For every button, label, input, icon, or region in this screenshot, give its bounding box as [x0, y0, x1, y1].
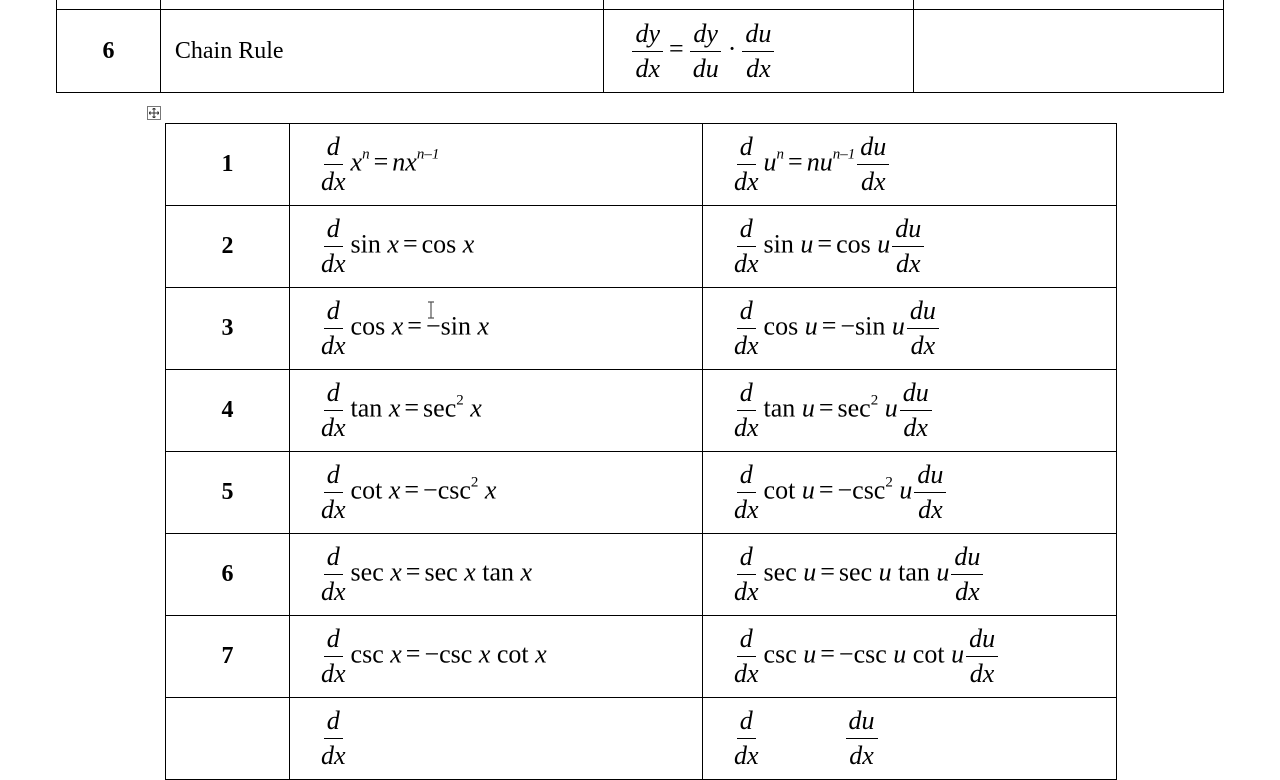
derivatives-table — [165, 123, 1117, 780]
move-handle-icon[interactable] — [147, 106, 161, 120]
formula-u[interactable]: $\frac{d}{dx}$ $u^n = nu^{n-1}$ $\frac{du}{dx}$ — [703, 124, 1117, 206]
table-cell[interactable] — [160, 0, 604, 10]
formula-x[interactable]: $\frac{d}{dx}$ $x^n = nx^{n-1}$ — [290, 124, 703, 206]
row-number[interactable]: 3 — [166, 288, 290, 370]
formula-x[interactable]: $\frac{d}{dx}$ $\cot x = -\csc^2$ x — [290, 452, 703, 534]
table-row — [57, 10, 1224, 93]
formula-x[interactable]: $\frac{d}{dx}$ — [290, 698, 703, 780]
formula-u[interactable]: $\frac{d}{dx}$ $\frac{du}{dx}$ — [703, 698, 1117, 780]
previous-table — [56, 0, 1224, 93]
formula-u[interactable]: $\frac{d}{dx}$ cos u = −sin u $\frac{du}{dx}$ — [703, 288, 1117, 370]
table-cell[interactable] — [914, 10, 1224, 93]
table-row — [57, 0, 1224, 10]
table-row — [166, 698, 1117, 780]
table-cell[interactable] — [57, 0, 161, 10]
row-number[interactable]: 4 — [166, 370, 290, 452]
formula-x[interactable]: $\frac{d}{dx}$ sin x = cos x — [290, 206, 703, 288]
table-row — [166, 124, 1117, 206]
formula-u[interactable]: $\frac{d}{dx}$ csc u = −csc u cot u $\frac{du}{dx}$ — [703, 616, 1117, 698]
table-row — [166, 534, 1117, 616]
row-number[interactable]: 6 — [57, 10, 161, 93]
formula-u[interactable]: $\frac{d}{dx}$ $\tan u = \sec^2 u$ $\frac{du}{dx}$ — [703, 370, 1117, 452]
table-cell[interactable] — [914, 0, 1224, 10]
formula-u[interactable]: $\frac{d}{dx}$ $\cot u = -\csc^2$ u $\frac{du}{dx}$ — [703, 452, 1117, 534]
formula-u[interactable]: $\frac{d}{dx}$ sin u = cos u $\frac{du}{dx}$ — [703, 206, 1117, 288]
row-number[interactable]: 5 — [166, 452, 290, 534]
table-row — [166, 206, 1117, 288]
row-number[interactable]: 7 — [166, 616, 290, 698]
formula-x[interactable]: $\frac{d}{dx}$ csc x = −csc x cot x — [290, 616, 703, 698]
row-number[interactable]: 6 — [166, 534, 290, 616]
formula-x[interactable]: $\frac{d}{dx}$ sec x = sec x tan x — [290, 534, 703, 616]
formula-u[interactable]: $\frac{d}{dx}$ sec u = sec u tan u $\frac{du}{dx}$ — [703, 534, 1117, 616]
rule-name[interactable]: Chain Rule — [160, 10, 604, 93]
ibeam-cursor-icon — [426, 301, 436, 319]
chain-rule-formula[interactable]: $\frac{dy}{dx}$ = $\frac{dy}{du}$ · $\frac{du}{dx}$ — [604, 10, 914, 93]
formula-x[interactable]: $\frac{d}{dx}$ $\tan x = \sec^2 x$ — [290, 370, 703, 452]
table-row — [166, 370, 1117, 452]
row-number[interactable] — [166, 698, 290, 780]
table-cell[interactable] — [604, 0, 914, 10]
table-row — [166, 288, 1117, 370]
table-row — [166, 452, 1117, 534]
row-number[interactable]: 2 — [166, 206, 290, 288]
row-number[interactable]: 1 — [166, 124, 290, 206]
table-row — [166, 616, 1117, 698]
formula-x[interactable]: $\frac{d}{dx}$ cos x = −sin x — [290, 288, 703, 370]
